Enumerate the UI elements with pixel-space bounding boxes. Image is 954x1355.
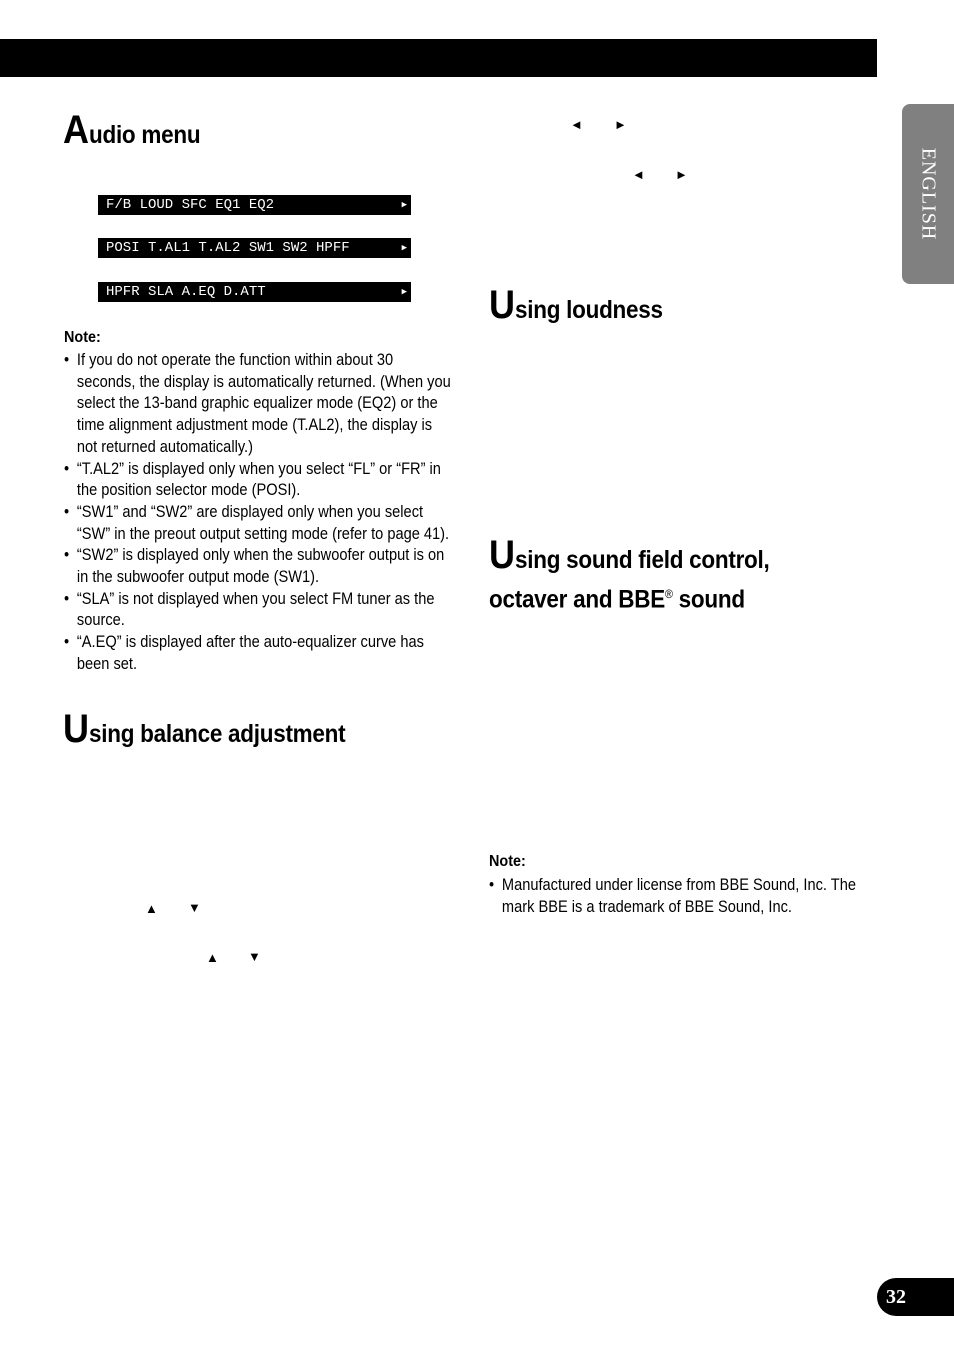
sound-field-heading-line-2-text: octaver and BBE xyxy=(489,585,666,614)
balance-heading-rest: sing balance adjustment xyxy=(89,720,346,748)
loudness-heading-initial: U xyxy=(489,283,516,327)
lcd-menu-row-3 xyxy=(98,282,411,302)
lcd-menu-row-3-text: HPFR SLA A.EQ D.ATT xyxy=(106,284,266,300)
list-item: • Manufactured under license from BBE Sound, Inc. The mark BBE is a trademark of BBE Sound, Inc. xyxy=(489,874,867,917)
loudness-heading xyxy=(489,283,663,327)
language-tab xyxy=(902,104,954,284)
audio-menu-heading-initial: A xyxy=(63,108,90,152)
left-arrow-icon: ◄ xyxy=(570,117,583,132)
page-number: 32 xyxy=(877,1278,954,1316)
registered-mark: ® xyxy=(665,587,673,601)
audio-menu-note-list xyxy=(64,349,451,675)
up-arrow-icon: ▲ xyxy=(145,901,158,916)
lcd-next-arrow-icon: ▶ xyxy=(401,200,407,210)
sound-field-heading-line-2-end: sound xyxy=(672,585,745,614)
lcd-menu-row-1 xyxy=(98,195,411,215)
right-arrow-icon: ► xyxy=(614,117,627,132)
sound-field-heading-line-1 xyxy=(489,533,770,577)
list-item: • “SW2” is displayed only when the subwoofer output is on in the subwoofer output mode (SW1). xyxy=(64,544,451,587)
lcd-menu-row-2 xyxy=(98,238,411,258)
sound-field-note-list xyxy=(489,874,867,917)
list-item: • If you do not operate the function within about 30 seconds, the display is automatically returned. (When you select the 13-band graphic equalizer mode (EQ2) or the time alignment adjustment mode (T.AL2), the display is not returned automatically.) xyxy=(64,349,451,458)
lcd-next-arrow-icon: ▶ xyxy=(401,287,407,297)
top-header-bar xyxy=(0,39,877,77)
balance-heading xyxy=(63,707,346,751)
sound-field-heading-line-2 xyxy=(489,577,745,616)
left-arrow-icon: ◄ xyxy=(632,167,645,182)
sound-field-note-label: Note: xyxy=(489,853,526,870)
list-item: • “SLA” is not displayed when you select FM tuner as the source. xyxy=(64,588,451,631)
lcd-next-arrow-icon: ▶ xyxy=(401,243,407,253)
lcd-menu-row-2-text: POSI T.AL1 T.AL2 SW1 SW2 HPFF xyxy=(106,240,350,256)
loudness-heading-rest: sing loudness xyxy=(515,296,663,324)
list-item: • “T.AL2” is displayed only when you select “FL” or “FR” in the position selector mode (POSI). xyxy=(64,458,451,501)
audio-menu-heading-rest: udio menu xyxy=(89,121,201,149)
up-arrow-icon: ▲ xyxy=(206,950,219,965)
audio-menu-heading xyxy=(63,108,201,152)
sound-field-heading-rest: sing sound field control, xyxy=(515,546,770,574)
balance-heading-initial: U xyxy=(63,707,90,751)
lcd-menu-row-1-text: F/B LOUD SFC EQ1 EQ2 xyxy=(106,197,275,213)
sound-field-heading-initial: U xyxy=(489,533,516,577)
right-arrow-icon: ► xyxy=(675,167,688,182)
list-item: • “A.EQ” is displayed after the auto-equalizer curve has been set. xyxy=(64,631,451,674)
audio-menu-note-label: Note: xyxy=(64,329,101,346)
down-arrow-icon: ▼ xyxy=(248,949,261,964)
down-arrow-icon: ▼ xyxy=(188,900,201,915)
language-tab-label: ENGLISH xyxy=(917,147,940,241)
list-item: • “SW1” and “SW2” are displayed only when you select “SW” in the preout output setting mode (refer to page 41). xyxy=(64,501,451,544)
